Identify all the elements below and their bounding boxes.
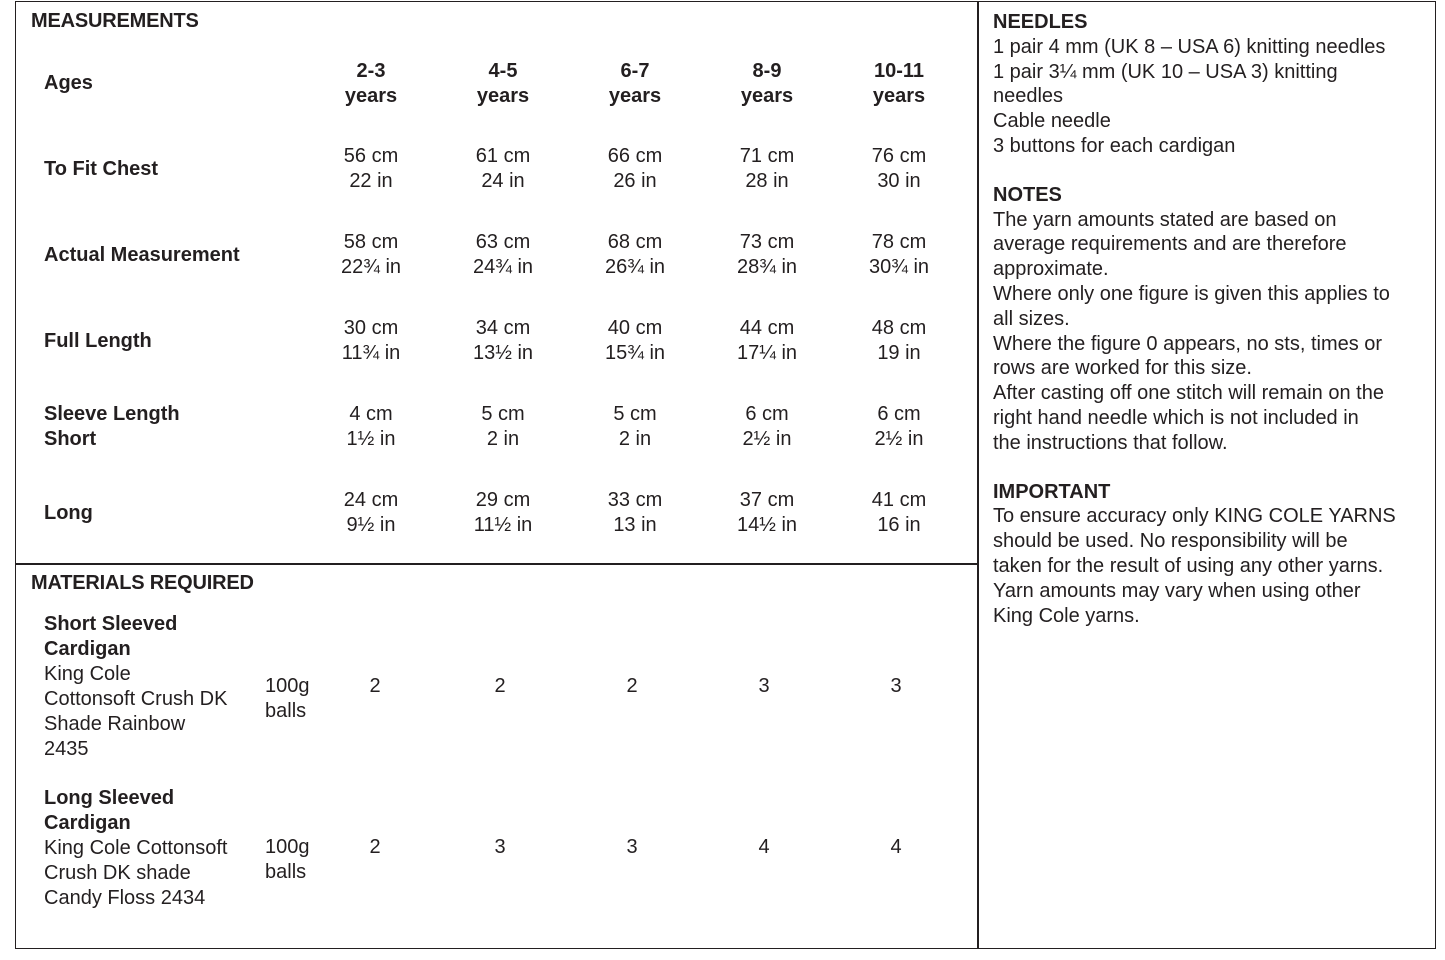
measurement-value: 26 in	[613, 170, 657, 192]
age-header-line: 8-9	[752, 60, 782, 82]
needles-line: 3 buttons for each cardigan	[993, 134, 1236, 157]
age-header-line: years	[608, 85, 662, 107]
age-header-line: 4-5	[488, 60, 518, 82]
age-header-line: years	[872, 85, 926, 107]
material-detail-line: King Cole	[44, 663, 131, 685]
ball-count: 2	[494, 675, 506, 697]
row-label-line: Actual Measurement	[44, 244, 240, 266]
measurement-value: 17¼ in	[736, 342, 798, 364]
needles-line: 1 pair 3¼ mm (UK 10 – USA 3) knitting	[993, 60, 1338, 83]
material-description	[44, 786, 259, 911]
measurement-value: 61 cm	[475, 145, 531, 167]
measurement-cell	[707, 316, 827, 366]
measurement-cell	[311, 488, 431, 538]
measurement-value: 13 in	[613, 514, 657, 536]
measurement-value: 2½ in	[874, 428, 924, 450]
measurement-value: 22¾ in	[340, 256, 402, 278]
measurement-value: 24 in	[481, 170, 525, 192]
measurement-value: 11½ in	[473, 514, 533, 536]
measurement-value: 71 cm	[739, 145, 795, 167]
ball-count: 4	[758, 836, 770, 858]
measurement-value: 56 cm	[343, 145, 399, 167]
measurement-value: 44 cm	[739, 317, 795, 339]
measurement-cell	[575, 488, 695, 538]
material-detail-line: Candy Floss 2434	[44, 887, 206, 909]
measurement-value: 48 cm	[871, 317, 927, 339]
measurement-cell	[707, 230, 827, 280]
age-header-line: 10-11	[873, 60, 925, 82]
measurement-value: 2 in	[618, 428, 652, 450]
age-header-line: 2-3	[356, 60, 386, 82]
measurement-value: 22 in	[349, 170, 393, 192]
age-header-line: years	[344, 85, 398, 107]
measurement-value: 41 cm	[871, 489, 927, 511]
measurement-cell	[707, 488, 827, 538]
notes-line: rows are worked for this size.	[993, 357, 1252, 380]
measurement-value: 1½ in	[346, 428, 396, 450]
measurement-row-label	[44, 329, 152, 354]
measurement-cell	[311, 144, 431, 194]
measurement-cell	[443, 488, 563, 538]
measurement-value: 40 cm	[607, 317, 663, 339]
measurement-row-label	[44, 501, 93, 526]
material-title-line: Cardigan	[44, 638, 131, 660]
section-divider	[15, 563, 978, 565]
measurement-value: 24¾ in	[472, 256, 534, 278]
age-header-line: years	[476, 85, 530, 107]
measurement-value: 28 in	[745, 170, 789, 192]
material-detail-line: Shade Rainbow	[44, 713, 186, 735]
needles-line: 1 pair 4 mm (UK 8 – USA 6) knitting needles	[993, 35, 1386, 58]
notes-line: After casting off one stitch will remain on the	[993, 382, 1384, 405]
material-detail-line: Cottonsoft Crush DK	[44, 688, 228, 710]
measurement-value: 14½ in	[736, 514, 798, 536]
important-line: To ensure accuracy only KING COLE YARNS	[993, 505, 1396, 528]
age-column-header	[311, 59, 431, 109]
row-label-line: To Fit Chest	[44, 158, 159, 180]
ball-count: 3	[890, 675, 902, 697]
needles-line: Cable needle	[993, 110, 1111, 133]
measurement-row-label	[44, 402, 180, 452]
notes-line: The yarn amounts stated are based on	[993, 208, 1337, 231]
ball-count: 4	[890, 836, 902, 858]
measurement-value: 6 cm	[745, 403, 789, 425]
measurement-value: 33 cm	[607, 489, 663, 511]
age-column-header	[443, 59, 563, 109]
ages-label: Ages	[44, 72, 93, 94]
material-title-line: Cardigan	[44, 812, 131, 834]
unit-line: 100g	[265, 675, 310, 697]
measurement-cell	[839, 402, 959, 452]
measurement-cell	[575, 402, 695, 452]
measurement-value: 6 cm	[877, 403, 921, 425]
measurement-cell	[575, 316, 695, 366]
material-title-line: Long Sleeved	[44, 787, 175, 809]
measurement-cell	[443, 316, 563, 366]
notes-line: the instructions that follow.	[993, 431, 1228, 454]
measurement-value: 19 in	[877, 342, 921, 364]
measurement-cell	[575, 144, 695, 194]
needles-line: needles	[993, 85, 1064, 108]
ball-count: 2	[626, 675, 638, 697]
important-text	[993, 504, 1429, 628]
age-column-header	[707, 59, 827, 109]
measurement-value: 37 cm	[739, 489, 795, 511]
measurement-value: 4 cm	[349, 403, 393, 425]
ball-count: 3	[758, 675, 770, 697]
notes-line: all sizes.	[993, 307, 1070, 330]
age-column-header	[575, 59, 695, 109]
measurement-value: 2½ in	[742, 428, 792, 450]
measurement-value: 68 cm	[607, 231, 663, 253]
unit-line: balls	[265, 861, 307, 883]
info-column	[993, 10, 1429, 628]
age-column-header	[839, 59, 959, 109]
ball-count: 2	[369, 836, 381, 858]
notes-line: Where only one figure is given this applies to	[993, 282, 1390, 305]
measurement-value: 5 cm	[481, 403, 525, 425]
row-label-line: Long	[44, 502, 93, 524]
measurement-value: 30 cm	[343, 317, 399, 339]
measurement-value: 11¾ in	[341, 342, 401, 364]
measurement-cell	[839, 316, 959, 366]
unit-line: balls	[265, 700, 307, 722]
age-header-line: years	[740, 85, 794, 107]
unit-line: 100g	[265, 836, 310, 858]
measurement-cell	[311, 230, 431, 280]
row-label-line: Sleeve Length	[44, 403, 180, 425]
ball-count: 3	[626, 836, 638, 858]
material-unit	[265, 674, 310, 724]
ball-count: 2	[369, 675, 381, 697]
measurement-value: 78 cm	[871, 231, 927, 253]
notes-line: Where the figure 0 appears, no sts, times or	[993, 332, 1383, 355]
important-line: should be used. No responsibility will be	[993, 530, 1348, 553]
measurement-cell	[311, 402, 431, 452]
notes-text	[993, 208, 1429, 456]
notes-line: approximate.	[993, 258, 1109, 281]
notes-line: average requirements and are therefore	[993, 233, 1347, 256]
row-label-line: Full Length	[44, 330, 152, 352]
age-header-line: 6-7	[620, 60, 650, 82]
important-title: IMPORTANT	[993, 480, 1111, 503]
important-line: taken for the result of using any other yarns.	[993, 554, 1384, 577]
material-detail-line: Crush DK shade	[44, 862, 191, 884]
important-line: Yarn amounts may vary when using other	[993, 579, 1361, 602]
material-description	[44, 612, 259, 762]
measurement-row-label	[44, 243, 240, 268]
measurement-value: 63 cm	[475, 231, 531, 253]
measurement-cell	[707, 144, 827, 194]
measurement-value: 24 cm	[343, 489, 399, 511]
measurement-cell	[443, 402, 563, 452]
measurement-value: 29 cm	[475, 489, 531, 511]
measurement-value: 16 in	[877, 514, 921, 536]
measurement-value: 2 in	[486, 428, 520, 450]
measurement-cell	[707, 402, 827, 452]
measurement-value: 58 cm	[343, 231, 399, 253]
measurement-row-label	[44, 157, 158, 182]
measurement-value: 13½ in	[472, 342, 534, 364]
measurement-value: 73 cm	[739, 231, 795, 253]
measurement-cell	[839, 144, 959, 194]
measurement-cell	[575, 230, 695, 280]
measurement-value: 30¾ in	[868, 256, 930, 278]
row-label-line: Short	[44, 428, 97, 450]
measurement-value: 66 cm	[607, 145, 663, 167]
material-detail-line: 2435	[44, 738, 89, 760]
measurement-value: 30 in	[877, 170, 921, 192]
needles-title: NEEDLES	[993, 11, 1088, 33]
ball-count: 3	[494, 836, 506, 858]
measurement-value: 15¾ in	[604, 342, 666, 364]
notes-line: right hand needle which is not included in	[993, 406, 1359, 429]
important-line: King Cole yarns.	[993, 604, 1140, 627]
measurement-value: 34 cm	[475, 317, 531, 339]
needles-list	[993, 35, 1429, 159]
material-title-line: Short Sleeved	[44, 613, 178, 635]
measurement-cell	[443, 230, 563, 280]
measurement-value: 5 cm	[613, 403, 657, 425]
material-unit	[265, 835, 310, 885]
material-detail-line: King Cole Cottonsoft	[44, 837, 228, 859]
measurement-cell	[311, 316, 431, 366]
column-divider	[977, 1, 979, 949]
measurement-value: 9½ in	[346, 514, 396, 536]
measurement-value: 28¾ in	[736, 256, 798, 278]
measurement-value: 26¾ in	[604, 256, 666, 278]
measurements-title: MEASUREMENTS	[31, 10, 199, 32]
measurement-cell	[839, 230, 959, 280]
materials-title: MATERIALS REQUIRED	[31, 572, 254, 594]
notes-title: NOTES	[993, 183, 1062, 206]
measurement-cell	[443, 144, 563, 194]
measurement-cell	[839, 488, 959, 538]
measurement-value: 76 cm	[871, 145, 927, 167]
